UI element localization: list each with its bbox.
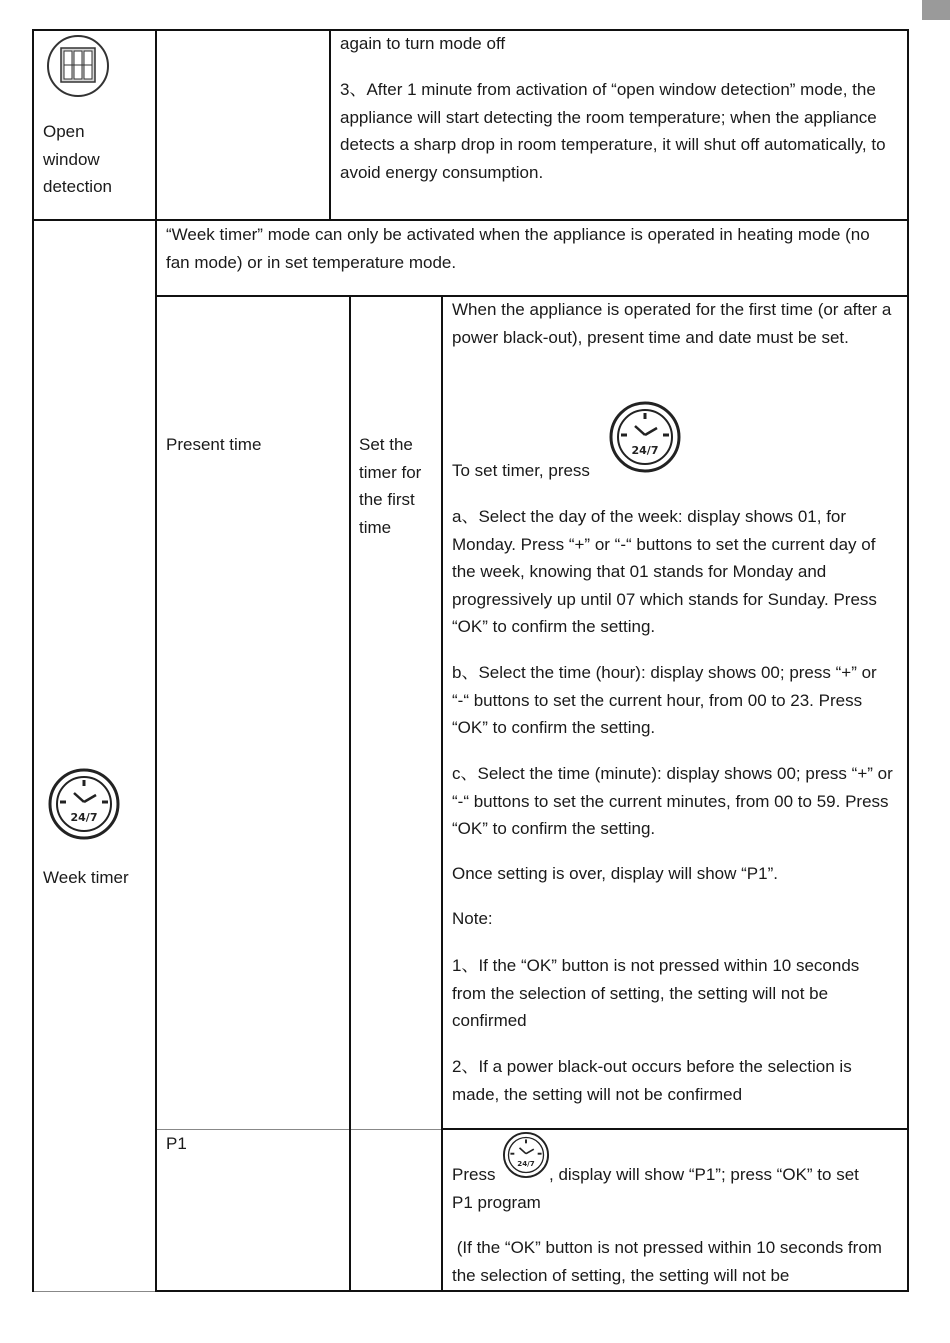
open-window-label-line: Open bbox=[43, 122, 85, 141]
step-a: a、Select the day of the week: display shows 01, for Monday. Press “+” or “-“ buttons to set the current day of the week, knowing that 01 stands for Monday and progressively up until 07 which stands for Sunday. Press “OK” to confirm the setting. bbox=[452, 507, 877, 636]
table-right-border bbox=[907, 29, 909, 1292]
row-divider-3 bbox=[443, 1128, 909, 1130]
present-time-label: Present time bbox=[166, 435, 262, 454]
table-left-border bbox=[32, 29, 34, 1292]
col-divider-4 bbox=[441, 295, 443, 1292]
col-divider-1 bbox=[155, 29, 157, 1292]
open-window-desc-line: again to turn mode off bbox=[340, 34, 506, 53]
note-1: 1、If the “OK” button is not pressed within 10 seconds from the selection of setting, the setting will not be confirmed bbox=[452, 956, 860, 1030]
p1-label: P1 bbox=[166, 1134, 187, 1153]
step-c: c、Select the time (minute): display shows 00; press “+” or “-“ buttons to set the current minutes, from 00 to 59. Press “OK” to confirm the setting. bbox=[452, 764, 893, 838]
open-window-label-line: detection bbox=[43, 177, 112, 196]
p1-press-rest: , display will show “P1”; press “OK” to set bbox=[549, 1165, 859, 1184]
table-bottom-border bbox=[156, 1290, 909, 1292]
p1-line2: P1 program bbox=[452, 1193, 541, 1212]
present-time-sub-label: Set the timer for the first time bbox=[359, 435, 422, 537]
set-timer-press-text: To set timer, press bbox=[452, 461, 590, 480]
note-2: 2、If a power black-out occurs before the selection is made, the setting will not be confirmed bbox=[452, 1057, 852, 1104]
present-time-para1: When the appliance is operated for the first time (or after a power black-out), present time and date must be set. bbox=[452, 300, 892, 347]
week-timer-intro: “Week timer” mode can only be activated when the appliance is operated in heating mode (no fan mode) or in set temperature mode. bbox=[166, 225, 870, 272]
open-window-label bbox=[43, 118, 148, 201]
clock-icon-text: 24/7 bbox=[517, 1159, 535, 1169]
clock-24-7-icon bbox=[501, 1131, 551, 1179]
open-window-icon bbox=[45, 34, 111, 98]
note-label: Note: bbox=[452, 909, 493, 928]
col-divider-2-top bbox=[329, 29, 331, 220]
table-bottom-border-left bbox=[33, 1291, 156, 1292]
col-divider-3 bbox=[349, 295, 351, 1292]
clock-icon-text: 24/7 bbox=[631, 444, 659, 457]
clock-24-7-icon bbox=[46, 767, 122, 841]
open-window-desc-para: 3、After 1 minute from activation of “open window detection” mode, the appliance will start detecting the room temperature; when the appliance detects a sharp drop in room temperature, it will shut off automatically, to avoid energy consumption. bbox=[340, 80, 886, 182]
clock-24-7-icon bbox=[607, 400, 683, 474]
p1-press-word: Press bbox=[452, 1165, 496, 1184]
p1-note: (If the “OK” button is not pressed within 10 seconds from the selection of setting, the setting will not be bbox=[452, 1238, 887, 1285]
once-over-text: Once setting is over, display will show “P1”. bbox=[452, 864, 778, 883]
step-b: b、Select the time (hour): display shows 00; press “+” or “-“ buttons to set the current hour, from 00 to 23. Press “OK” to confirm the setting. bbox=[452, 663, 877, 737]
clock-icon-text: 24/7 bbox=[70, 811, 98, 824]
week-timer-label: Week timer bbox=[43, 868, 129, 887]
open-window-label-line: window bbox=[43, 149, 100, 169]
page-tab-marker bbox=[922, 0, 950, 20]
